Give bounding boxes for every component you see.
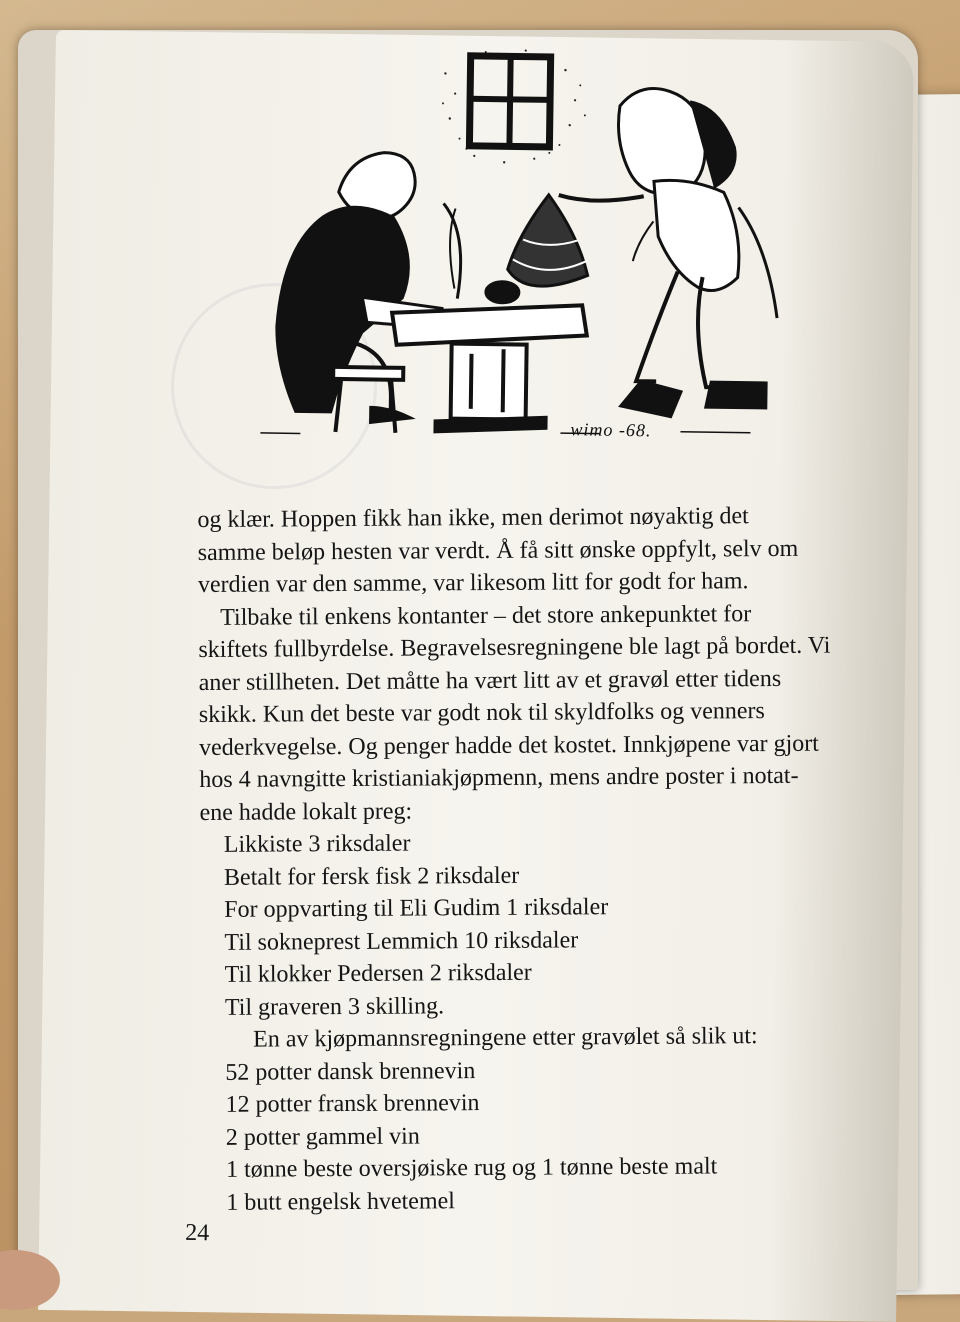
peasant-figure: [556, 87, 781, 418]
page-stack: [18, 30, 918, 1290]
list-item: 1 tønne beste oversjøiske rug og 1 tønne beste malt: [225, 1153, 718, 1183]
text-line: verdien var den samme, var likesom litt for godt for ham.: [197, 568, 749, 599]
list-item: 2 potter gammel vin: [225, 1122, 420, 1151]
text-line: skikk. Kun det beste var godt nok til skyldfolks og venners: [198, 698, 765, 729]
window-drawing: [469, 56, 550, 147]
list-item: For oppvarting til Eli Gudim 1 riksdaler: [224, 894, 609, 923]
stool-drawing: [332, 367, 403, 433]
list-item: 1 butt engelsk hvetemel: [226, 1187, 455, 1216]
text-line: og klær. Hoppen fikk han ikke, men derimot nøyaktig det: [197, 503, 749, 534]
desk-drawing: [390, 281, 587, 434]
text-line: Tilbake til enkens kontanter – det store ankepunktet for: [220, 600, 752, 631]
text-line: skiftets fullbyrdelse. Begravelsesregningene ble lagt på bordet. Vi: [198, 632, 831, 664]
clerk-figure: [276, 151, 463, 424]
list-item: 12 potter fransk brennevin: [225, 1090, 480, 1118]
list-item: Til sokneprest Lemmich 10 riksdaler: [224, 926, 579, 956]
list-intro: En av kjøpmannsregningene etter gravølet så slik ut:: [253, 1023, 758, 1053]
list-item: Til klokker Pedersen 2 riksdaler: [224, 959, 532, 988]
text-line: vederkvegelse. Og penger hadde det kostet. Innkjøpene var gjort: [199, 730, 819, 761]
money-bag-drawing: [507, 194, 588, 286]
illustration-signature: wimo -68.: [570, 419, 652, 441]
page-number: 24: [185, 1219, 210, 1247]
list-item: 52 potter dansk brennevin: [225, 1057, 476, 1086]
text-line: samme beløp hesten var verdt. Å få sitt ønske oppfylt, selv om: [197, 535, 799, 566]
left-page: [38, 30, 914, 1322]
list-item: Til graveren 3 skilling.: [224, 992, 445, 1021]
body-text: [197, 499, 902, 1219]
text-line: hos 4 navngitte kristianiakjøpmenn, mens andre poster i notat-: [199, 762, 799, 794]
list-item: Betalt for fersk fisk 2 riksdaler: [223, 862, 520, 891]
text-line: ene hadde lokalt preg:: [199, 798, 413, 826]
list-item: Likkiste 3 riksdaler: [223, 830, 411, 858]
text-line: aner stillheten. Det måtte ha vært litt av et gravøl etter tidens: [198, 665, 782, 696]
illustration: [240, 41, 806, 449]
